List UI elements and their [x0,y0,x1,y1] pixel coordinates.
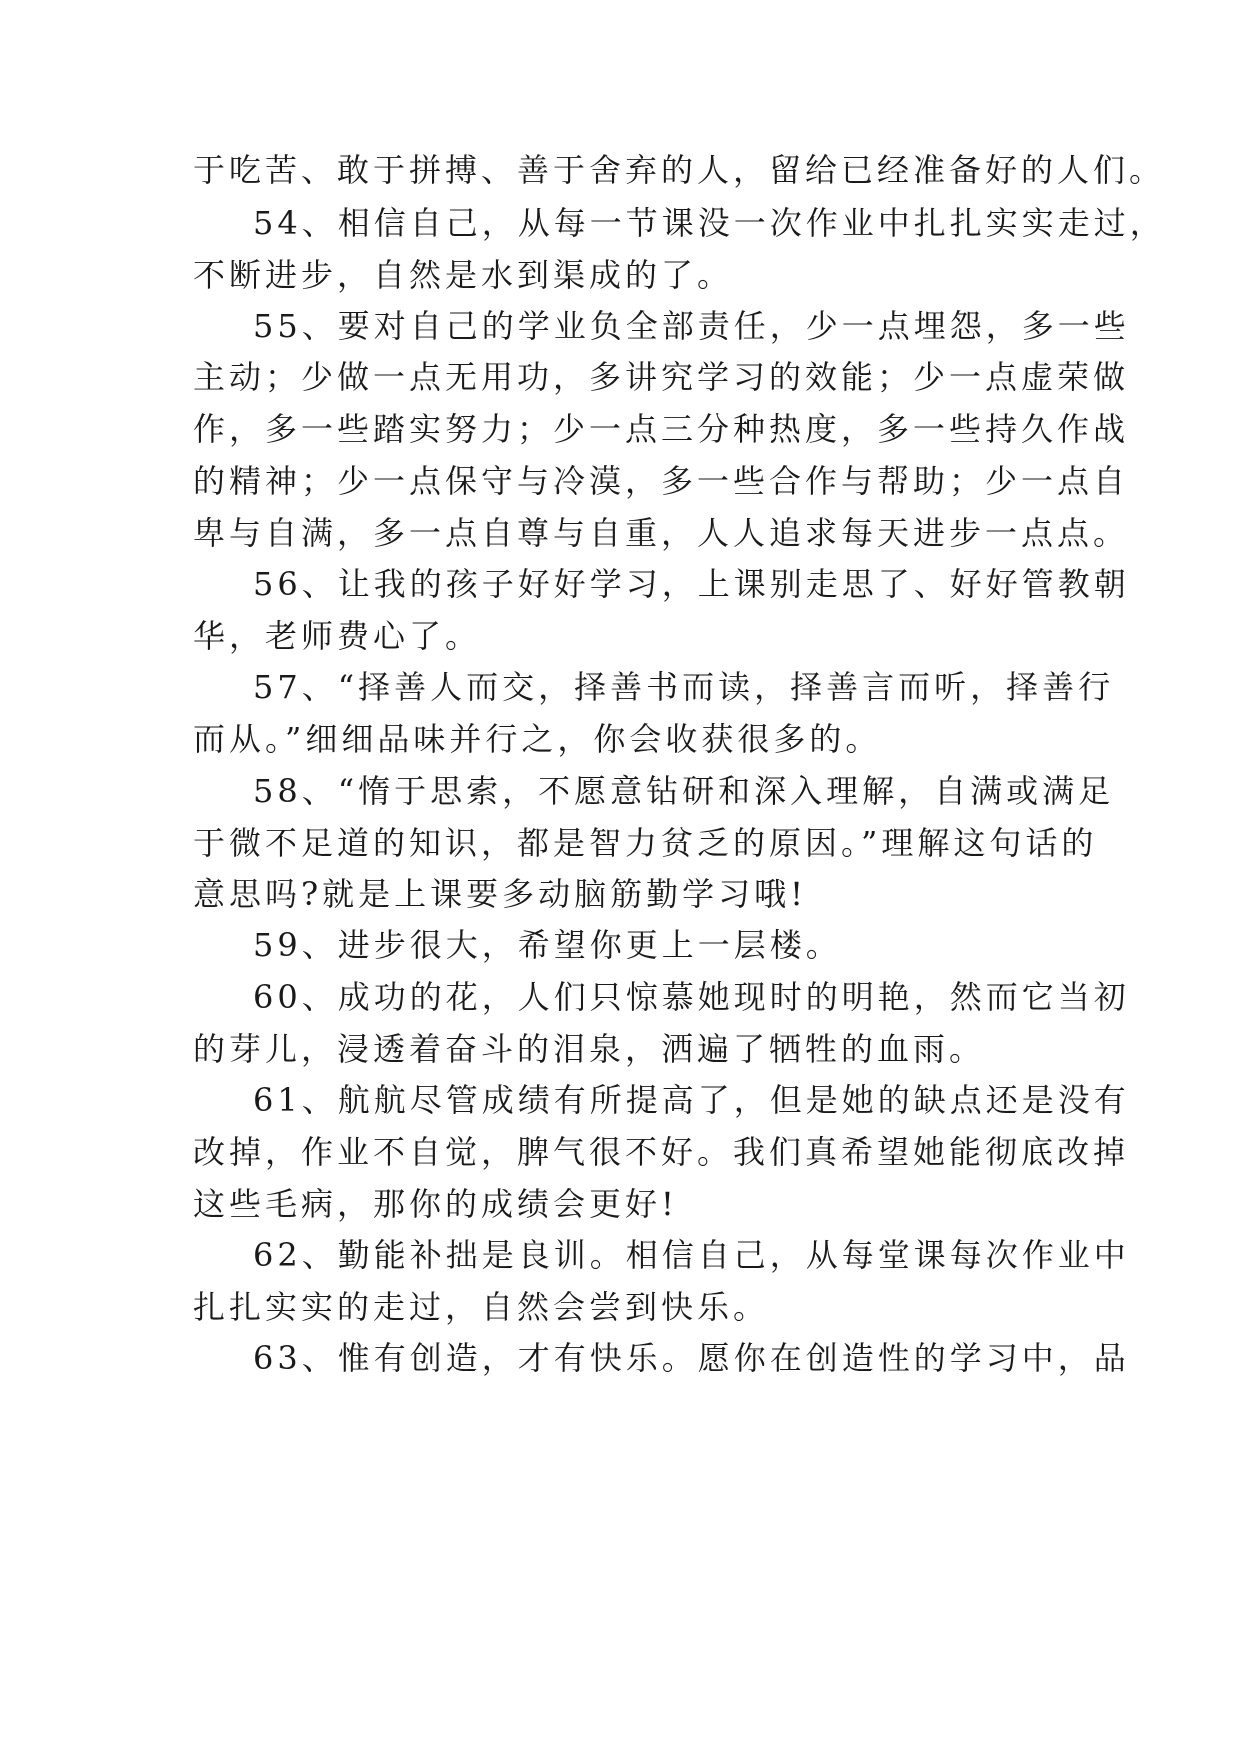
text-line: 61、航航尽管成绩有所提高了，但是她的缺点还是没有 [253,1081,1130,1119]
text-line: 华，老师费心了。 [193,617,482,655]
text-line: 的精神；少一点保守与冷漠，多一些合作与帮助；少一点自 [193,462,1130,500]
text-line: 卑与自满，多一点自尊与自重，人人追求每天进步一点点。 [193,514,1130,552]
text-line: 62、勤能补拙是良训。相信自己，从每堂课每次作业中 [253,1236,1130,1274]
text-line: 54、相信自己，从每一节课没一次作业中扎扎实实走过， [253,204,1166,242]
text-line: 60、成功的花，人们只惊慕她现时的明艳，然而它当初 [253,978,1130,1016]
text-line: 59、进步很大，希望你更上一层楼。 [253,926,842,964]
text-line: 于微不足道的知识，都是智力贫乏的原因。”理解这句话的 [193,824,1098,862]
text-line: 不断进步，自然是水到渠成的了。 [193,256,734,294]
text-line: 作，多一些踏实努力；少一点三分种热度，多一些持久作战 [193,410,1130,448]
text-line: 意思吗?就是上课要多动脑筋勤学习哦! [193,875,808,913]
text-line: 57、“择善人而交，择善书而读，择善言而听，择善行 [253,668,1115,706]
text-line: 63、惟有创造，才有快乐。愿你在创造性的学习中，品 [253,1339,1130,1377]
text-line: 于吃苦、敢于拼搏、善于舍弃的人，留给已经准备好的人们。 [193,151,1166,189]
text-line: 扎扎实实的走过，自然会尝到快乐。 [193,1288,770,1326]
text-line: 56、让我的孩子好好学习，上课别走思了、好好管教朝 [253,565,1130,603]
text-line: 这些毛病，那你的成绩会更好! [193,1185,678,1223]
text-line: 而从。”细细品味并行之，你会收获很多的。 [193,720,882,758]
text-line: 主动；少做一点无用功，多讲究学习的效能；少一点虚荣做 [193,358,1130,396]
text-line: 58、“惰于思索，不愿意钻研和深入理解，自满或满足 [253,772,1115,810]
text-line: 的芽儿，浸透着奋斗的泪泉，洒遍了牺牲的血雨。 [193,1030,986,1068]
text-line: 55、要对自己的学业负全部责任，少一点埋怨，多一些 [253,307,1130,345]
text-line: 改掉，作业不自觉，脾气很不好。我们真希望她能彻底改掉 [193,1133,1130,1171]
